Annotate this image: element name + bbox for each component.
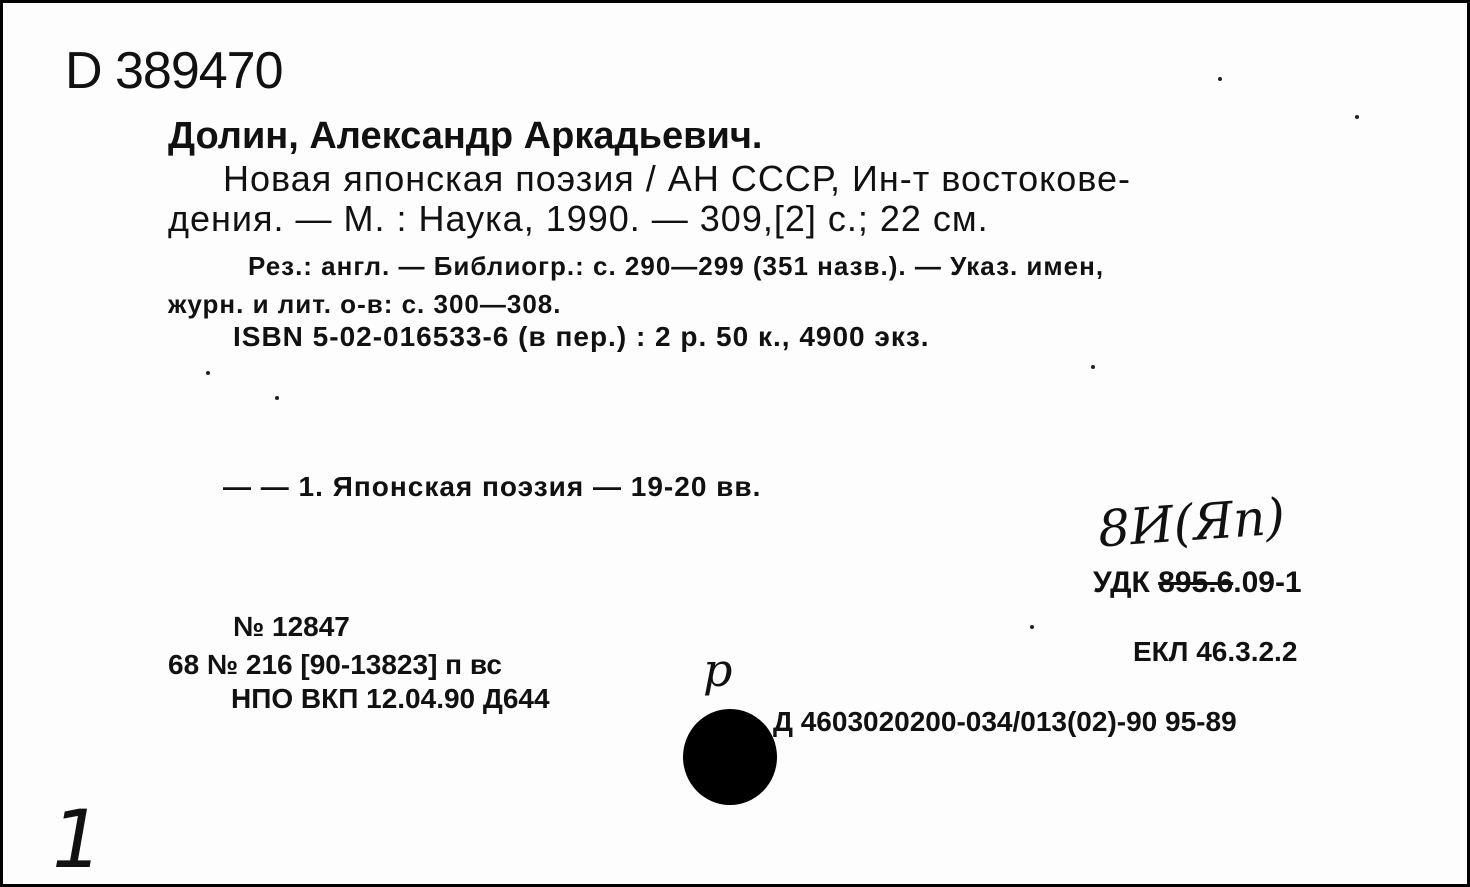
title-line-2: дения. — М. : Наука, 1990. — 309,[2] с.; 22 см. xyxy=(168,198,989,239)
speck xyxy=(1355,115,1359,119)
speck xyxy=(1218,77,1222,81)
notes-line-2: журн. и лит. о-в: с. 300—308. xyxy=(168,289,562,319)
udc-prefix: УДК xyxy=(1093,566,1159,599)
author-heading: Долин, Александр Аркадьевич. xyxy=(168,115,763,157)
punch-hole xyxy=(683,709,777,805)
handwritten-number: 1 xyxy=(42,793,111,886)
subject-heading: — — 1. Японская поэзия — 19-20 вв. xyxy=(223,471,762,502)
udc-struck: 895.6 xyxy=(1158,566,1234,599)
accession-number: № 12847 xyxy=(233,611,350,642)
speck xyxy=(275,396,279,400)
isbn-line: ISBN 5-02-016533-6 (в пер.) : 2 р. 50 к., 4900 экз. xyxy=(233,321,930,352)
call-number: D 389470 xyxy=(65,42,283,100)
speck xyxy=(206,371,210,375)
publication-code: Д 4603020200-034/013(02)-90 95-89 xyxy=(773,706,1237,737)
handwritten-classification: 8И(Яп) xyxy=(1096,487,1287,559)
handwritten-mark: р xyxy=(703,643,733,697)
notes-line-1: Рез.: англ. — Библиогр.: с. 290—299 (351 назв.). — Указ. имен, xyxy=(248,251,1105,281)
title-line-1: Новая японская поэзия / АН СССР, Ин-т востокове- xyxy=(223,158,1132,199)
udc-code xyxy=(1093,568,1302,598)
speck xyxy=(1030,625,1034,629)
speck xyxy=(1091,365,1095,369)
order-number: 68 № 216 [90-13823] п вс xyxy=(168,649,502,680)
udc-suffix: .09-1 xyxy=(1233,566,1302,599)
publisher-info: НПО ВКП 12.04.90 Д644 xyxy=(231,683,550,714)
ekl-code: ЕКЛ 46.3.2.2 xyxy=(1133,636,1298,667)
